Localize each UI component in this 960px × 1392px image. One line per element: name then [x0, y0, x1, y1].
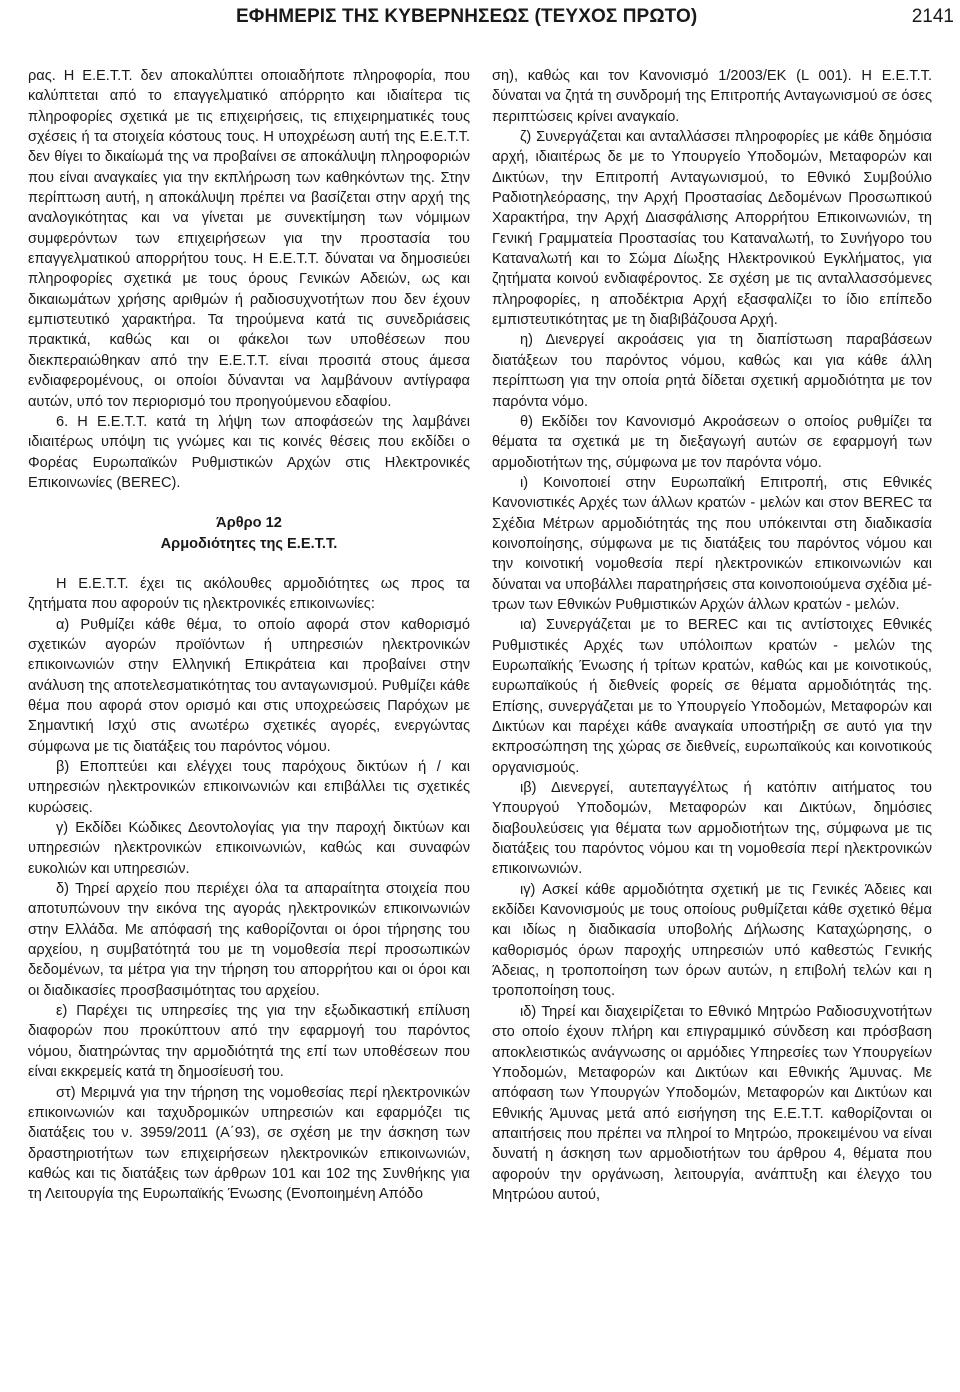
paragraph-item-i: ι) Κοινοποιεί στην Ευρωπαϊκή Επιτροπή, στις Εθνικές Κανονιστικές Αρχές των άλλων κρατών - μελών και στον BEREC τα Σχέδια Μέτρων αρμοδιότητάς της που υπόκεινται στη διαδικασία κοινοποίησης, σύμφωνα με τις διατάξεις του παρόντος νόμου και την κοινοτική νομοθεσία περί ηλεκτρονικών επικοινωνιών και δύναται να υποβάλλει παρατηρήσεις στα κοινοποιούμενα σχέδια μέτρων των Εθνικών Ρυθμιστικών Αρχών άλλων κρατών - μελών. [492, 474, 932, 613]
left-column [28, 66, 470, 1205]
article-heading [28, 513, 470, 554]
paragraph-item-ig: ιγ) Ασκεί κάθε αρμοδιότητα σχετική με τις Γενικές Άδειες και εκδίδει Κανονισμούς με τους οποίους ρυθμίζεται κάθε σχετικό θέμα και ιδίως η διαδικασία υποβολής Δήλωσης Καταχώρησης, ο καθορισμός όρων παροχής υπηρεσιών υπό καθεστώς Γενικής Άδειας, η τροποποίηση των όρων αυτών, η επιβολή τελών και η τροποποίηση τους. [492, 881, 932, 1000]
article-title: Αρμοδιότητες της Ε.Ε.Τ.Τ. [160, 535, 338, 552]
paragraph-item-ib: ιβ) Διενεργεί, αυτεπαγγέλτως ή κατόπιν αιτήματος του Υπουργού Υποδομών, Μεταφορών και Δικτύων, δημόσιες διαβουλεύσεις για θέματα των αρμοδιοτήτων της, σύμφωνα με τις διατάξεις του παρόντος νόμου και τη νομοθεσία περί ηλεκτρονικών επικοινωνιών. [492, 780, 932, 878]
paragraph-6-berec: 6. Η Ε.Ε.Τ.Τ. κατά τη λήψη των αποφάσεών της λαμβάνει ιδιαιτέρως υπόψη τις γνώμες και τις κοινές θέσεις που εκδίδει ο Φορέας Ευρωπαϊκών Ρυθμιστικών Αρχών στις Ηλεκτρονικές Επικοινωνίες (BEREC). [28, 413, 470, 491]
paragraph-item-ia: ια) Συνεργάζεται με το BEREC και τις αντίστοιχες Εθνικές Ρυθμιστικές Αρχές των υπόλοιπων κρατών - μελών της Ευρωπαϊκής Ένωσης ή τρίτων κρατών, καθώς και με κοινοτικούς, ευρωπαϊκούς ή διεθνείς φορείς σε θέματα αρμοδιότητάς της. Επίσης, συνεργάζεται με το Υπουργείο Υποδομών, Μεταφορών και Δικτύων και παρέχει κάθε αναγκαία υποστήριξη σε αυτό για την εκπροσώπηση της χώρας σε διεθνείς, ευρωπαϊκούς και κοινοτικούς οργανισμούς. [492, 617, 932, 776]
page-header [0, 4, 960, 34]
paragraph-item-c: γ) Εκδίδει Κώδικες Δεοντολογίας για την παροχή δικτύων και υπηρεσιών ηλεκτρονικών επικοινωνιών, καθώς και συναφών ευκολιών και υπηρεσιών. [28, 820, 470, 877]
paragraph-item-b: β) Εποπτεύει και ελέγχει τους παρόχους δικτύων ή / και υπηρεσιών ηλεκτρονικών επικοινωνιών και επιβάλλει τις σχετικές κυρώσεις. [28, 759, 470, 816]
paragraph-item-d: δ) Τηρεί αρχείο που περιέχει όλα τα απαραίτητα στοιχεία που αποτυπώνουν την εικόνα της αγοράς ηλεκτρονικών επικοινωνιών στην Ελλάδα. Με απόφασή της καθορίζονται οι όροι τήρησης του αρχείου, η συμβατότητά του με τη νομοθεσία περί προσωπικών δεδομένων, τα μέτρα για την τήρηση του απορρήτου και οι όροι και οι διαδικασίες προσβασιμότητας του αρχείου. [28, 881, 470, 999]
paragraph-item-st: στ) Μεριμνά για την τήρηση της νομοθεσίας περί ηλεκτρονικών επικοινωνιών και ταχυδρομικών υπηρεσιών και εφαρμόζει τις διατάξεις του ν. 3959/2011 (Α΄93), σε σχέση με την άσκηση των δραστηριοτήτων των επιχειρήσεων ηλεκτρονικών επικοινωνιών, καθώς και τις διατάξεις των άρθρων 101 και 102 της Συνθήκης για τη Λειτουργία της Ευρωπαϊκής Ένωσης (Ενοποιημένη Απόδο [28, 1084, 470, 1203]
paragraph-item-h: η) Διενεργεί ακροάσεις για τη διαπίστωση παραβάσεων διατάξεων του παρόντος νόμου, καθώς και για κάθε άλλη περίπτωση για την οποία ρητά δίδεται σχετική αρμοδιότητα με τον παρόντα νόμο. [492, 332, 932, 410]
gazette-title: ΕΦΗΜΕΡΙΣ ΤΗΣ ΚΥΒΕΡΝΗΣΕΩΣ (ΤΕΥΧΟΣ ΠΡΩΤΟ) [236, 6, 698, 27]
paragraph-continuation: ση), καθώς και τον Κανονισμό 1/2003/ΕΚ (L 001). Η Ε.Ε.Τ.Τ. δύναται να ζητά τη συνδρομή της Επιτροπής Ανταγωνισμού σε όσες περιπτώσεις κρίνει αναγκαίο. [492, 68, 932, 125]
paragraph-item-id: ιδ) Τηρεί και διαχειρίζεται το Εθνικό Μητρώο Ραδιοσυχνοτήτων στο οποίο έχουν πλήρη και επιγραμμικό σύνδεση και πρόσβαση αποκλειστικώς ανάγνωσης οι αρμόδιες Υπηρεσίες των Υπουργείων Υποδομών, Μεταφορών και Δικτύων και Εθνικής Άμυνας. Με απόφαση των Υπουργών Υποδομών, Μεταφορών και Δικτύων και Εθνικής Άμυνας μετά από εισήγηση της Ε.Ε.Τ.Τ. καθορίζονται οι απαιτήσεις που πρέπει να πληροί το Μητρώο, προκειμένου να είναι δυνατή η άσκηση των αρμοδιοτήτων του άρθρου 4, θέματα που αφορούν την οργάνωση, λειτουργία, ανάπτυξη και έλεγχο του Μητρώου αυτού, [492, 1003, 932, 1203]
paragraph-item-e: ε) Παρέχει τις υπηρεσίες της για την εξωδικαστική επίλυση διαφορών που προκύπτουν από την εφαρμογή του παρόντος νόμου, διατηρώντας την αρμοδιότητά της επί των υποθέσεων που είναι εκκρεμείς κατά τη δημοσίευσή του. [28, 1003, 470, 1081]
paragraph-item-a: α) Ρυθμίζει κάθε θέμα, το οποίο αφορά στον καθορισμό σχετικών αγορών προϊόντων ή υπηρεσιών ηλεκτρονικών επικοινωνιών στην Ελληνική Επικράτεια και προβαίνει στην ανάλυση της αποτελεσματικότητας του ανταγωνισμού. Ρυθμίζει κάθε θέμα που αφορά στον ορισμό και στις υποχρεώσεις Παρόχων με Σημαντική Ισχύ στις ανωτέρω σχετικές αγορές, ενεργώντας σύμφωνα με τις διατάξεις του παρόντος νόμου. [28, 616, 470, 755]
paragraph-item-th: θ) Εκδίδει τον Κανονισμό Ακροάσεων ο οποίος ρυθμίζει τα θέματα τα σχετικά με τη διεξαγωγή αυτών σε εφαρμογή των αρμοδιοτήτων της, σύμφωνα με τον παρόντα νόμο. [492, 413, 932, 471]
paragraph-confidentiality: ρας. Η Ε.Ε.Τ.Τ. δεν αποκαλύπτει οποιαδήποτε πληροφορία, που καλύπτεται από το επαγγελματικό απόρρητο και ιδιαίτερα τις πληροφορίες σχετικά με τις επιχειρήσεις, τις επιχειρηματικές τους σχέσεις ή τα στοιχεία κόστους τους. Η υποχρέωση αυτή της Ε.Ε.Τ.Τ. δεν θίγει το δικαίωμά της να προβαίνει σε αποκάλυψη πληροφοριών που είναι αναγκαίες για την εκπλήρωση των καθηκόντων της. Στην περίπτωση αυτή, η αποκάλυψη πρέπει να βασίζεται στην αρχή της αναλογικότητας και να γίνεται με συνεκτίμηση των νόμιμων συμφερόντων των επιχειρήσεων για την προστασία του επαγγελματικού απορρήτου τους. Η Ε.Ε.Τ.Τ. δύναται να δημοσιεύει πληροφορίες σχετικά με τους όρους Γενικών Αδειών, ως και δικαιωμάτων χρήσης αριθμών ή ραδιοσυχνοτήτων που δεν έχουν εμπιστευτικό χαρακτήρα. Τα τηρούμενα κατά τις συνεδριάσεις πρακτικά, καθώς και οι φάκελοι των υποθέσεων που διεκπεραιώθηκαν από την Ε.Ε.Τ.Τ. είναι προσιτά στους άμεσα ενδιαφερομένους, οι οποίοι δύνανται να λαμβάνουν αντίγραφα αυτών, υπό τον περιορισμό του προηγούμενου εδαφίου. [28, 68, 470, 410]
article-number: Άρθρο 12 [216, 515, 282, 532]
paragraph-competences-intro: Η Ε.Ε.Τ.Τ. έχει τις ακόλουθες αρμοδιότητες ως προς τα ζητήματα που αφορούν τις ηλεκτρονικές επικοινωνίες: [28, 575, 470, 613]
paragraph-item-z: ζ) Συνεργάζεται και ανταλλάσσει πληροφορίες με κάθε δημόσια αρχή, ιδιαιτέρως δε με το Υπουργείο Υποδομών, Μεταφορών και Δικτύων, την Επιτροπή Ανταγωνισμού, το Εθνικό Συμβούλιο Ραδιοτηλεόρασης, την Αρχή Προστασίας Δεδομένων Προσωπικού Χαρακτήρα, την Αρχή Διασφάλισης Απορρήτου Επικοινωνιών, τη Γενική Γραμματεία Προστασίας του Καταναλωτή, το Συνήγορο του Καταναλωτή και το Σώμα Δίωξης Ηλεκτρονικού Εγκλήματος, για ζητήματα κοινού ενδιαφέροντος. Σε σχέση με τις ανταλλασσόμενες πληροφορίες, η αποδέκτρια Αρχή εξασφαλίζει το ίδιο επίπεδο εμπιστευτικότητας με τη διαβιβάζουσα Αρχή. [492, 129, 932, 329]
page-number: 2141 [911, 6, 954, 27]
right-column [492, 66, 932, 1205]
